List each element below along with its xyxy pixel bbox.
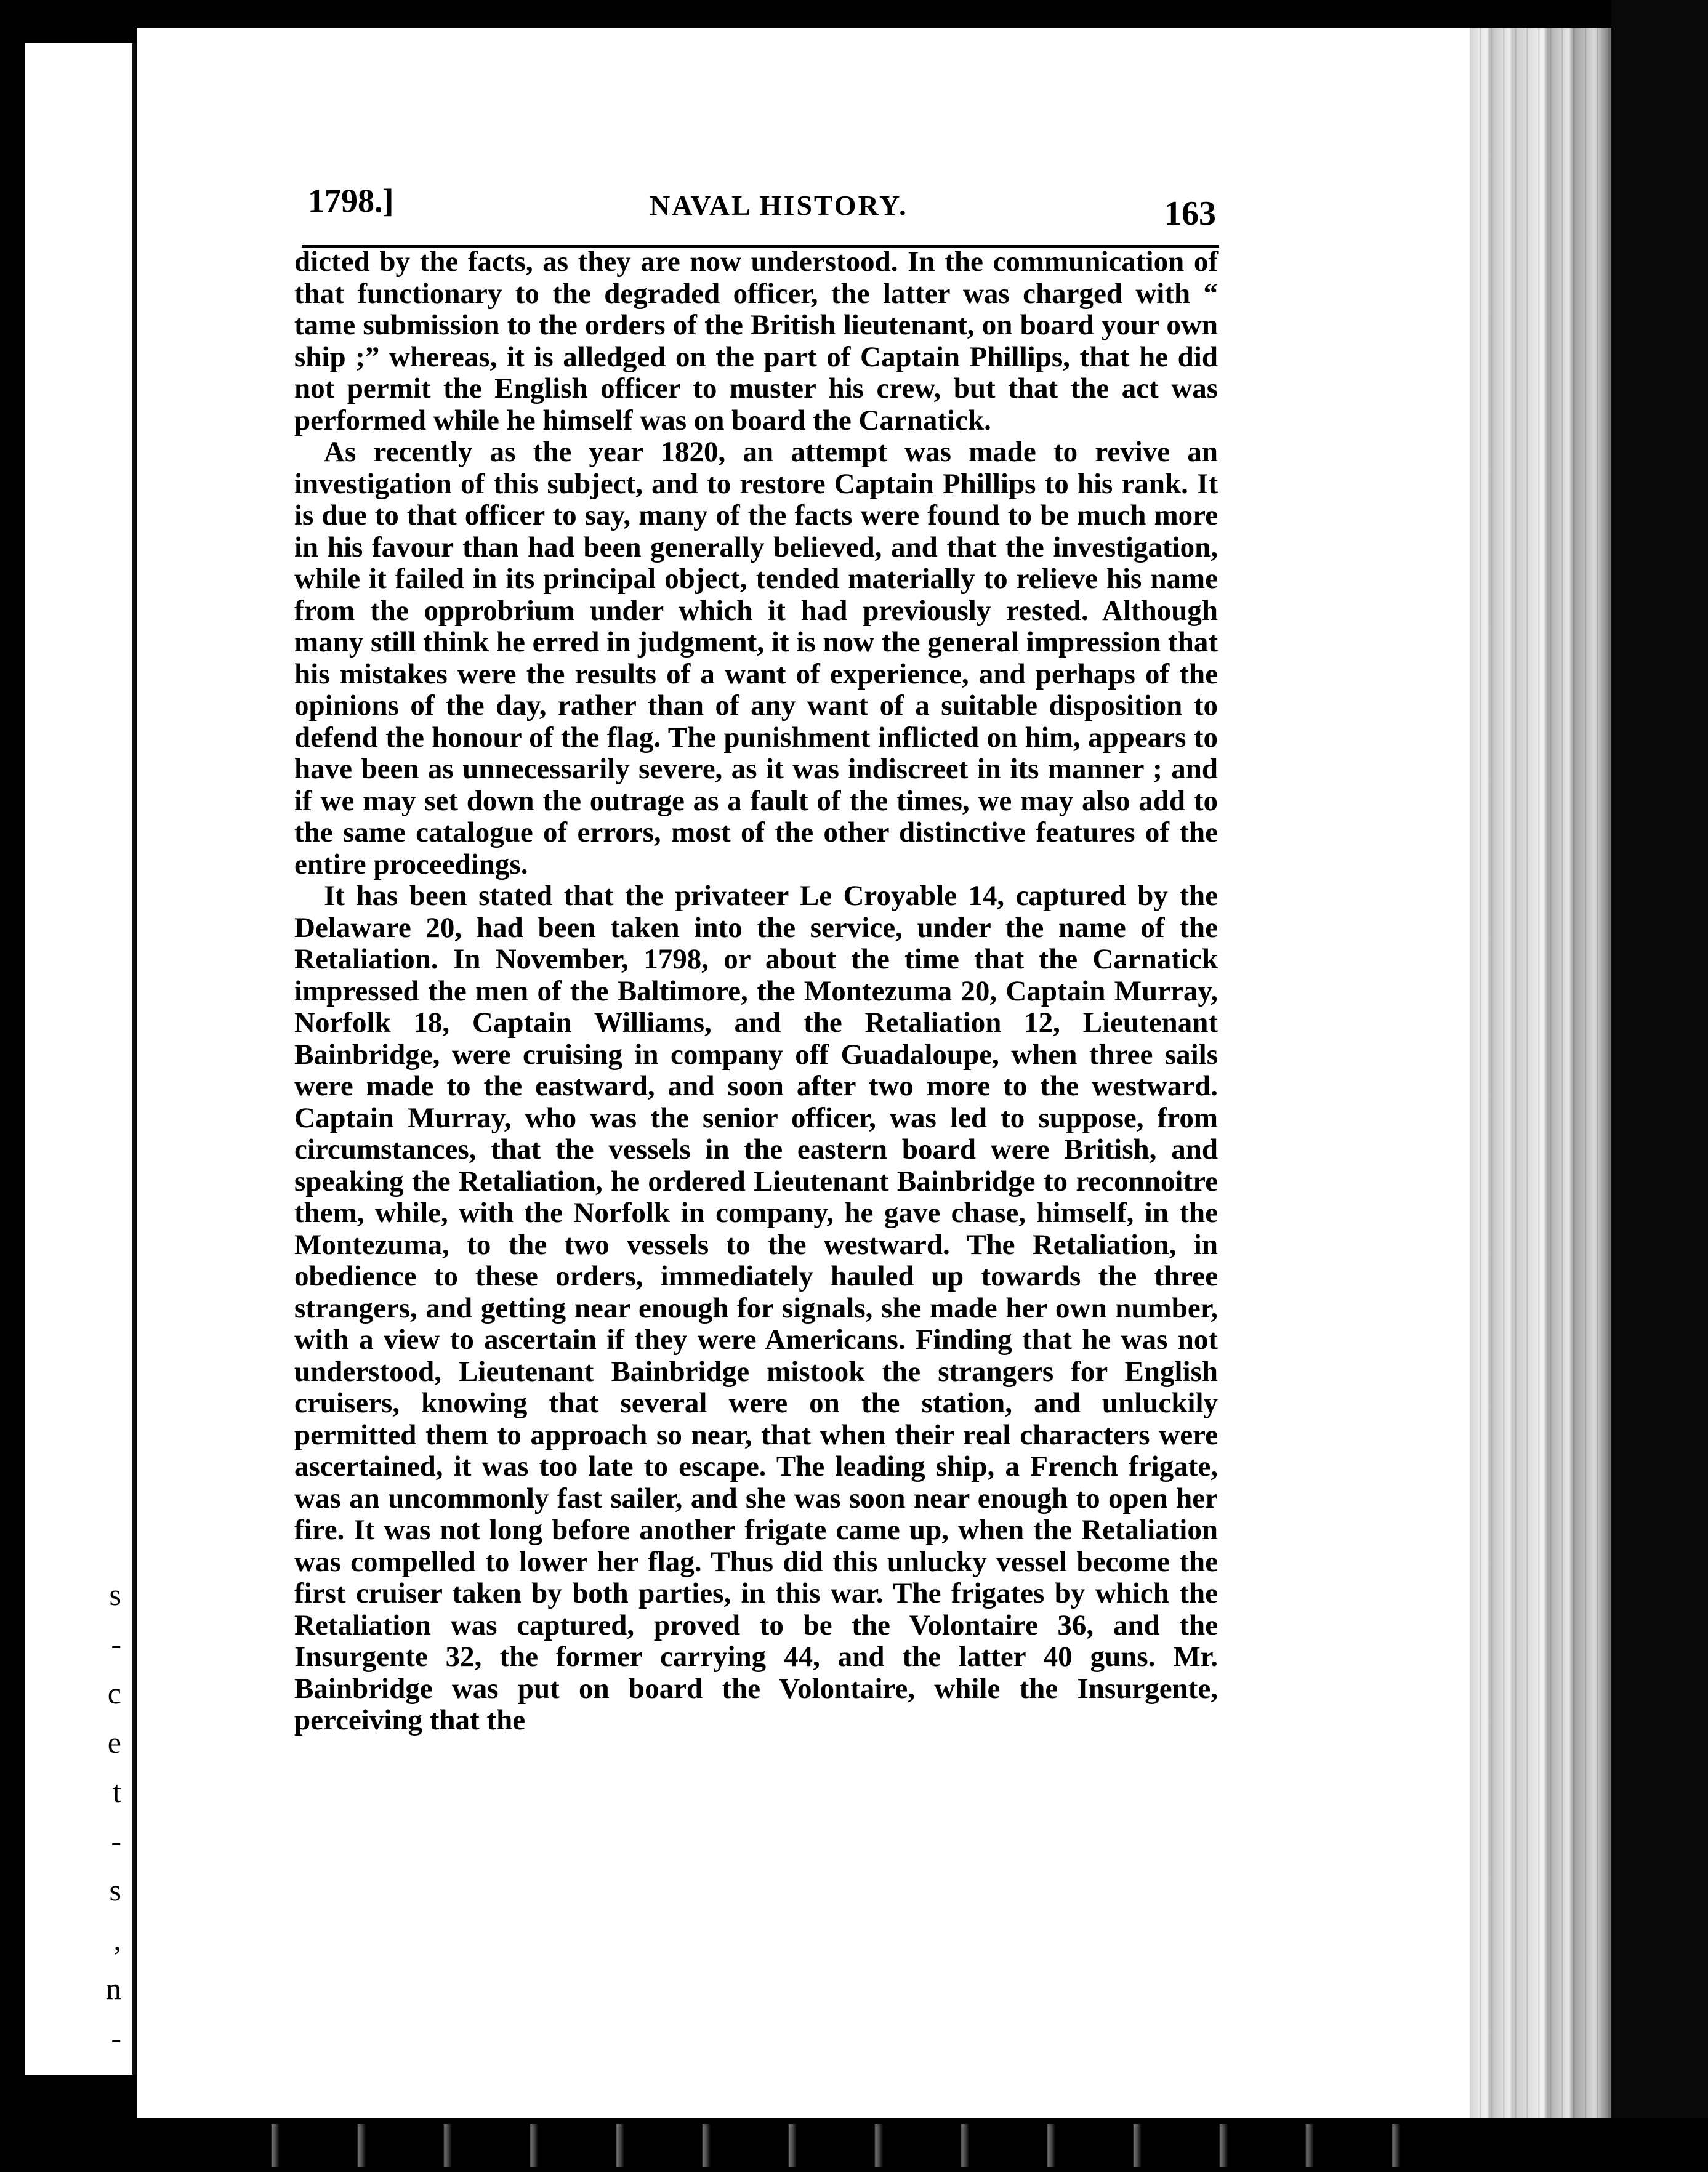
margin-fragment: t (113, 1774, 121, 1809)
paragraph: dicted by the facts, as they are now understood. In the communication of that functionary to the degraded officer, the latter was charged with “ tame submission to the orders of the British lieutenant, on board your own ship ;” whereas, it is alledged on the part of Captain Phillips, that he did not permit the English officer to muster his crew, but that the act was performed while he himself was on board the Carnatick. (294, 246, 1218, 436)
margin-fragment: - (111, 1824, 121, 1858)
body-text (294, 246, 1218, 1737)
page-stack-lines (1470, 28, 1611, 2146)
margin-fragment: c (107, 1676, 121, 1710)
margin-fragment: e (107, 1725, 121, 1760)
paragraph: As recently as the year 1820, an attempt was made to revive an investigation of this subject, and to restore Captain Phillips to his rank. It is due to that officer to say, many of the facts were found to be much more in his favour than had been generally believed, and that the investigation, while it failed in its principal object, tended materially to relieve his name from the opprobrium under which it had previously rested. Although many still think he erred in judgment, it is now the general impression that his mistakes were the results of a want of experience, and perhaps of the opinions of the day, rather than of any want of a suitable disposition to defend the honour of the flag. The punishment inflicted on him, appears to have been as unnecessarily severe, as it was indiscreet in its manner ; and if we may set down the outrage as a fault of the times, we may also add to the same catalogue of errors, most of the other distinctive features of the entire proceedings. (294, 436, 1218, 880)
paragraph: It has been stated that the privateer Le Croyable 14, captured by the Delaware 20, had been taken into the service, under the name of the Retaliation. In November, 1798, or about the time that the Carnatick impressed the men of the Baltimore, the Montezuma 20, Captain Murray, Norfolk 18, Captain Williams, and the Retaliation 12, Lieutenant Bainbridge, were cruising in company off Guadaloupe, when three sails were made to the eastward, and soon after two more to the westward. Captain Murray, who was the senior officer, was led to suppose, from circumstances, that the vessels in the eastern board were British, and speaking the Retaliation, he ordered Lieutenant Bainbridge to reconnoitre them, while, with the Norfolk in company, he gave chase, himself, in the Montezuma, to the two vessels to the westward. The Retaliation, in obedience to these orders, immediately hauled up towards the three strangers, and getting near enough for signals, she made her own number, with a view to ascertain if they were Americans. Finding that he was not understood, Lieutenant Bainbridge mistook the strangers for English cruisers, knowing that several were on the station, and unluckily permitted them to approach so near, that when their real characters were ascertained, it was too late to escape. The leading ship, a French frigate, was an uncommonly fast sailer, and she was soon near enough to open her fire. It was not long before another frigate came up, when the Retaliation was compelled to lower her flag. Thus did this unlucky vessel become the first cruiser taken by both parties, in this war. The frigates by which the Retaliation was captured, proved to be the Volontaire 36, and the Insurgente 32, the former carrying 44, and the latter 40 guns. Mr. Bainbridge was put on board the Volontaire, while the Insurgente, perceiving that the (294, 880, 1218, 1736)
previous-page-edge (25, 43, 136, 2075)
margin-fragment: s (109, 1577, 121, 1612)
page-number: 163 (1164, 195, 1216, 233)
running-head-year: 1798.] (308, 182, 394, 219)
scan-debris (234, 2124, 1465, 2167)
margin-fragment: s (109, 1873, 121, 1907)
margin-fragment: - (111, 2021, 121, 2055)
running-head (308, 175, 1216, 243)
scan-background-right (1611, 0, 1708, 2172)
margin-fragment: n (106, 1971, 121, 2006)
margin-fragment: , (113, 1922, 121, 1957)
previous-page-margin-fragments (25, 1570, 132, 2062)
margin-fragment: - (111, 1627, 121, 1661)
running-head-title: NAVAL HISTORY. (650, 190, 908, 221)
